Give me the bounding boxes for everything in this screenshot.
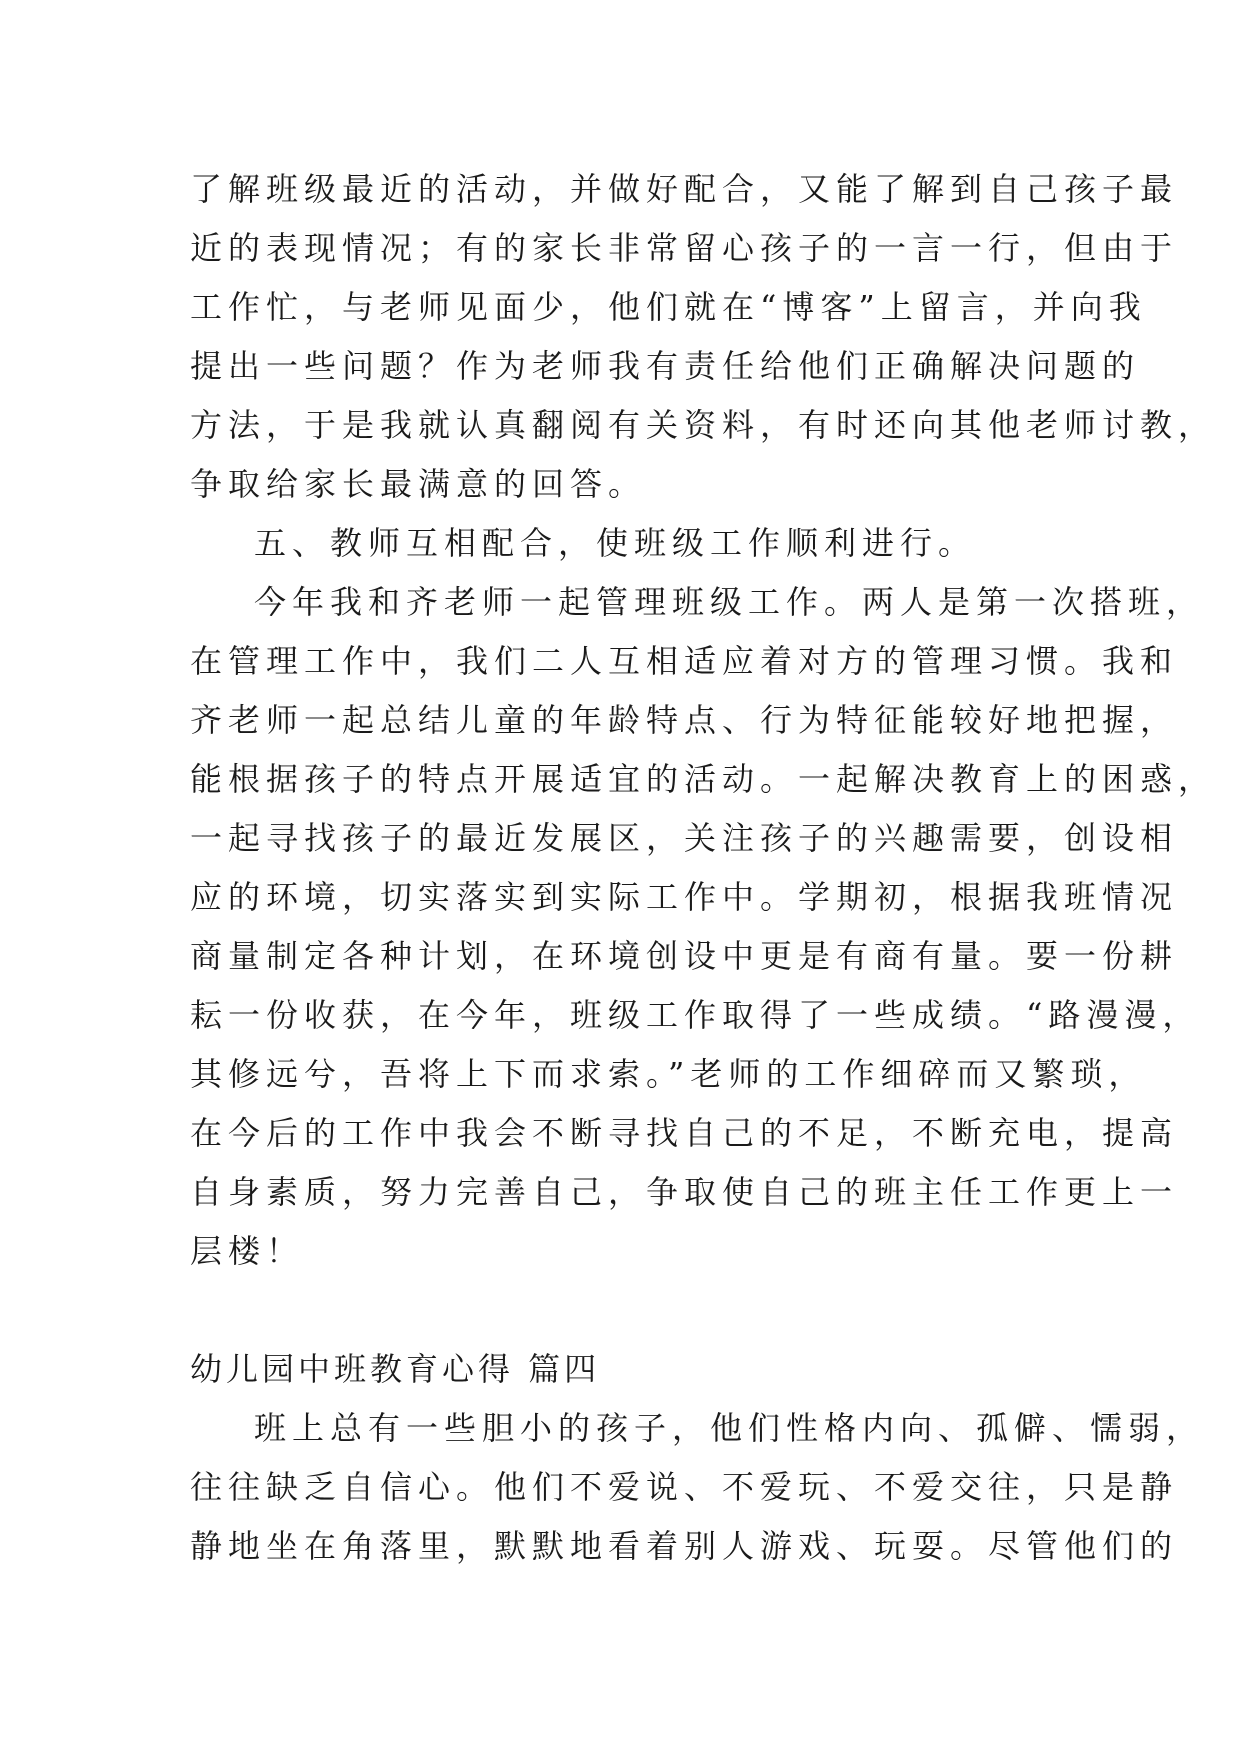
paragraph-parent-communication bbox=[190, 160, 1217, 514]
text-line: 近的表现情况；有的家长非常留心孩子的一言一行，但由于 bbox=[190, 229, 1179, 267]
text-line: 今年我和齐老师一起管理班级工作。两人是第一次搭班， bbox=[254, 583, 1205, 621]
section-heading-five: 五、教师互相配合，使班级工作顺利进行。 bbox=[254, 524, 977, 562]
text-line: 往往缺乏自信心。他们不爱说、不爱玩、不爱交往，只是静 bbox=[190, 1468, 1179, 1506]
text-line: 商量制定各种计划，在环境创设中更是有商有量。要一份耕 bbox=[190, 937, 1179, 975]
text-line: 能根据孩子的特点开展适宜的活动。一起解决教育上的困惑， bbox=[190, 760, 1217, 798]
text-line: 提出一些问题？作为老师我有责任给他们正确解决问题的 bbox=[190, 347, 1141, 385]
blank-line bbox=[190, 1281, 1060, 1340]
text-line: 耘一份收获，在今年，班级工作取得了一些成绩。“路漫漫， bbox=[190, 996, 1201, 1034]
text-line: 争取给家长最满意的回答。 bbox=[190, 465, 647, 503]
text-line: 其修远兮，吾将上下而求索。”老师的工作细碎而又繁琐， bbox=[190, 1055, 1147, 1093]
text-line: 在管理工作中，我们二人互相适应着对方的管理习惯。我和 bbox=[190, 642, 1179, 680]
text-line: 齐老师一起总结儿童的年龄特点、行为特征能较好地把握， bbox=[190, 701, 1179, 739]
text-line: 方法，于是我就认真翻阅有关资料，有时还向其他老师讨教， bbox=[190, 406, 1217, 444]
text-line: 一起寻找孩子的最近发展区，关注孩子的兴趣需要，创设相 bbox=[190, 819, 1179, 857]
text-line: 自身素质，努力完善自己，争取使自己的班主任工作更上一 bbox=[190, 1173, 1179, 1211]
paragraph-shy-children bbox=[190, 1399, 1205, 1576]
text-line: 工作忙，与老师见面少，他们就在“博客”上留言，并向我 bbox=[190, 288, 1147, 326]
text-line: 应的环境，切实落实到实际工作中。学期初，根据我班情况 bbox=[190, 878, 1179, 916]
text-line: 在今后的工作中我会不断寻找自己的不足，不断充电，提高 bbox=[190, 1114, 1179, 1152]
text-line: 静地坐在角落里，默默地看着别人游戏、玩耍。尽管他们的 bbox=[190, 1527, 1179, 1565]
article-title: 幼儿园中班教育心得 篇四 bbox=[190, 1350, 601, 1388]
text-line: 层楼！ bbox=[190, 1232, 305, 1270]
document-body bbox=[190, 160, 1217, 1576]
paragraph-teacher-cooperation bbox=[190, 573, 1217, 1281]
text-line: 了解班级最近的活动，并做好配合，又能了解到自己孩子最 bbox=[190, 170, 1179, 208]
text-line: 班上总有一些胆小的孩子，他们性格内向、孤僻、懦弱， bbox=[254, 1409, 1205, 1447]
